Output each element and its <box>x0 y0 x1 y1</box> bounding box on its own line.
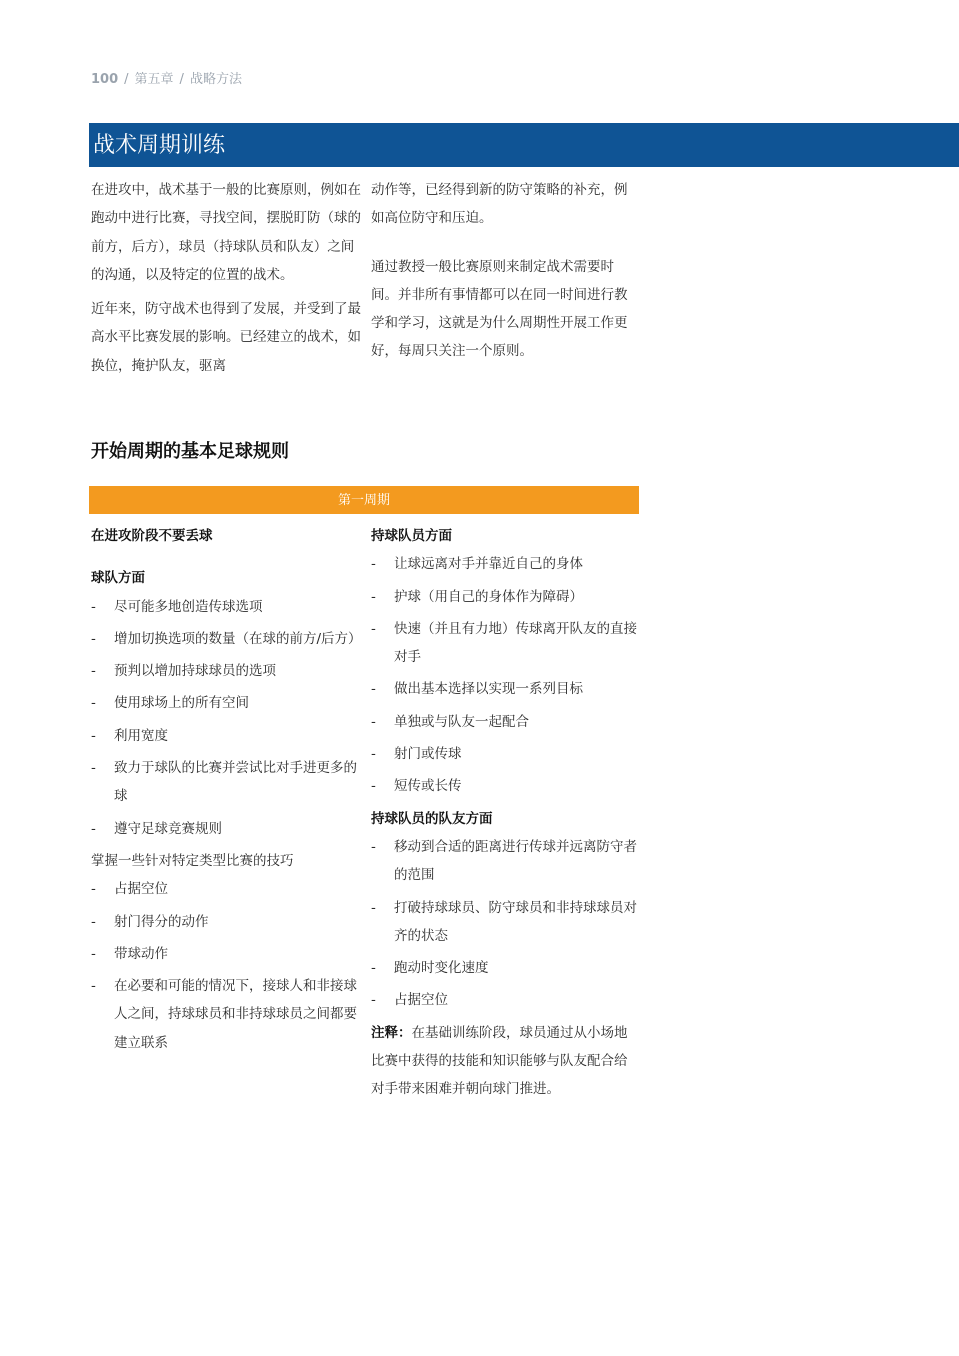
intro-left-column <box>91 176 363 386</box>
note-label: 注释： <box>371 1024 412 1041</box>
list-item: - 短传或长传 <box>371 778 462 795</box>
list-item: - 致力于球队的比赛并尝试比对手进更多的球 <box>91 760 357 805</box>
list-item: - 占据空位 <box>371 992 448 1009</box>
intro-paragraph: 通过教授一般比赛原则来制定战术需要时间。并非所有事情都可以在同一时间进行教学和学习，这就是为什么周期性开展工作更好，每周只关注一个原则。 <box>371 258 628 360</box>
team-list <box>91 593 363 843</box>
subheading: 开始周期的基本足球规则 <box>91 441 289 462</box>
left-rules-column <box>91 522 363 1061</box>
right-rules-column <box>371 522 639 1104</box>
skills-heading: 掌握一些针对特定类型比赛的技巧 <box>91 852 294 869</box>
skills-list <box>91 875 363 1057</box>
carrier-list <box>371 550 639 800</box>
teammates-list <box>371 833 639 1015</box>
list-item: - 快速（并且有力地）传球离开队友的直接对手 <box>371 620 637 666</box>
team-heading: 球队方面 <box>91 570 145 587</box>
list-item: - 打破持球球员、防守球员和非持球球员对齐的状态 <box>371 899 637 944</box>
carrier-heading: 持球队员方面 <box>371 528 452 544</box>
note <box>371 1019 639 1104</box>
teammates-heading: 持球队员的队友方面 <box>371 810 493 827</box>
list-item: - 射门或传球 <box>371 746 462 763</box>
section-title: 战术周期训练 <box>93 133 226 158</box>
chapter-label: 第五章 <box>134 72 174 87</box>
list-item: - 射门得分的动作 <box>91 913 209 930</box>
list-item: - 使用球场上的所有空间 <box>91 695 249 712</box>
list-item: - 让球远离对手并靠近自己的身体 <box>371 556 583 573</box>
list-item: - 尽可能多地创造传球选项 <box>91 598 263 615</box>
list-item: - 移动到合适的距离进行传球并远离防守者的范围 <box>371 838 637 884</box>
cycle-label: 第一周期 <box>337 493 390 508</box>
intro-paragraph: 近年来，防守战术也得到了发展，并受到了最高水平比赛发展的影响。已经建立的战术，如换位，掩护队友，驱离 <box>91 301 361 374</box>
page-number: 100 <box>91 72 119 87</box>
list-item: - 利用宽度 <box>91 727 168 744</box>
list-item: - 单独或与队友一起配合 <box>371 713 529 730</box>
list-item: - 在必要和可能的情况下，接球人和非接球人之间，持球球员和非持球球员之间都要建立联系 <box>91 978 357 1051</box>
list-item: - 占据空位 <box>91 881 168 898</box>
running-header: 100 / 第五章 / 战略方法 <box>91 72 242 87</box>
list-item: - 跑动时变化速度 <box>371 960 489 977</box>
list-item: - 护球（用自己的身体作为障碍） <box>371 588 583 605</box>
section-title-banner <box>89 123 959 167</box>
list-item: - 预判以增加持球球员的选项 <box>91 663 276 680</box>
section-label: 战略方法 <box>189 72 242 87</box>
intro-paragraph: 动作等，已经得到新的防守策略的补充，例如高位防守和压迫。 <box>371 182 628 227</box>
intro-right-column <box>371 176 637 386</box>
intro-paragraph: 在进攻中，战术基于一般的比赛原则，例如在跑动中进行比赛，寻找空间，摆脱盯防（球的前方，后方），球员（持球队员和队友）之间的沟通，以及特定的位置的战术。 <box>91 182 361 283</box>
attack-heading: 在进攻阶段不要丢球 <box>91 528 213 544</box>
list-item: - 增加切换选项的数量（在球的前方/后方） <box>91 630 362 647</box>
list-item: - 带球动作 <box>91 945 168 962</box>
cycle-bar <box>89 486 639 514</box>
list-item: - 遵守足球竞赛规则 <box>91 820 222 837</box>
list-item: - 做出基本选择以实现一系列目标 <box>371 681 583 698</box>
note-text: 在基础训练阶段，球员通过从小场地比赛中获得的技能和知识能够与队友配合给对手带来困难并朝向球门推进。 <box>371 1024 628 1098</box>
